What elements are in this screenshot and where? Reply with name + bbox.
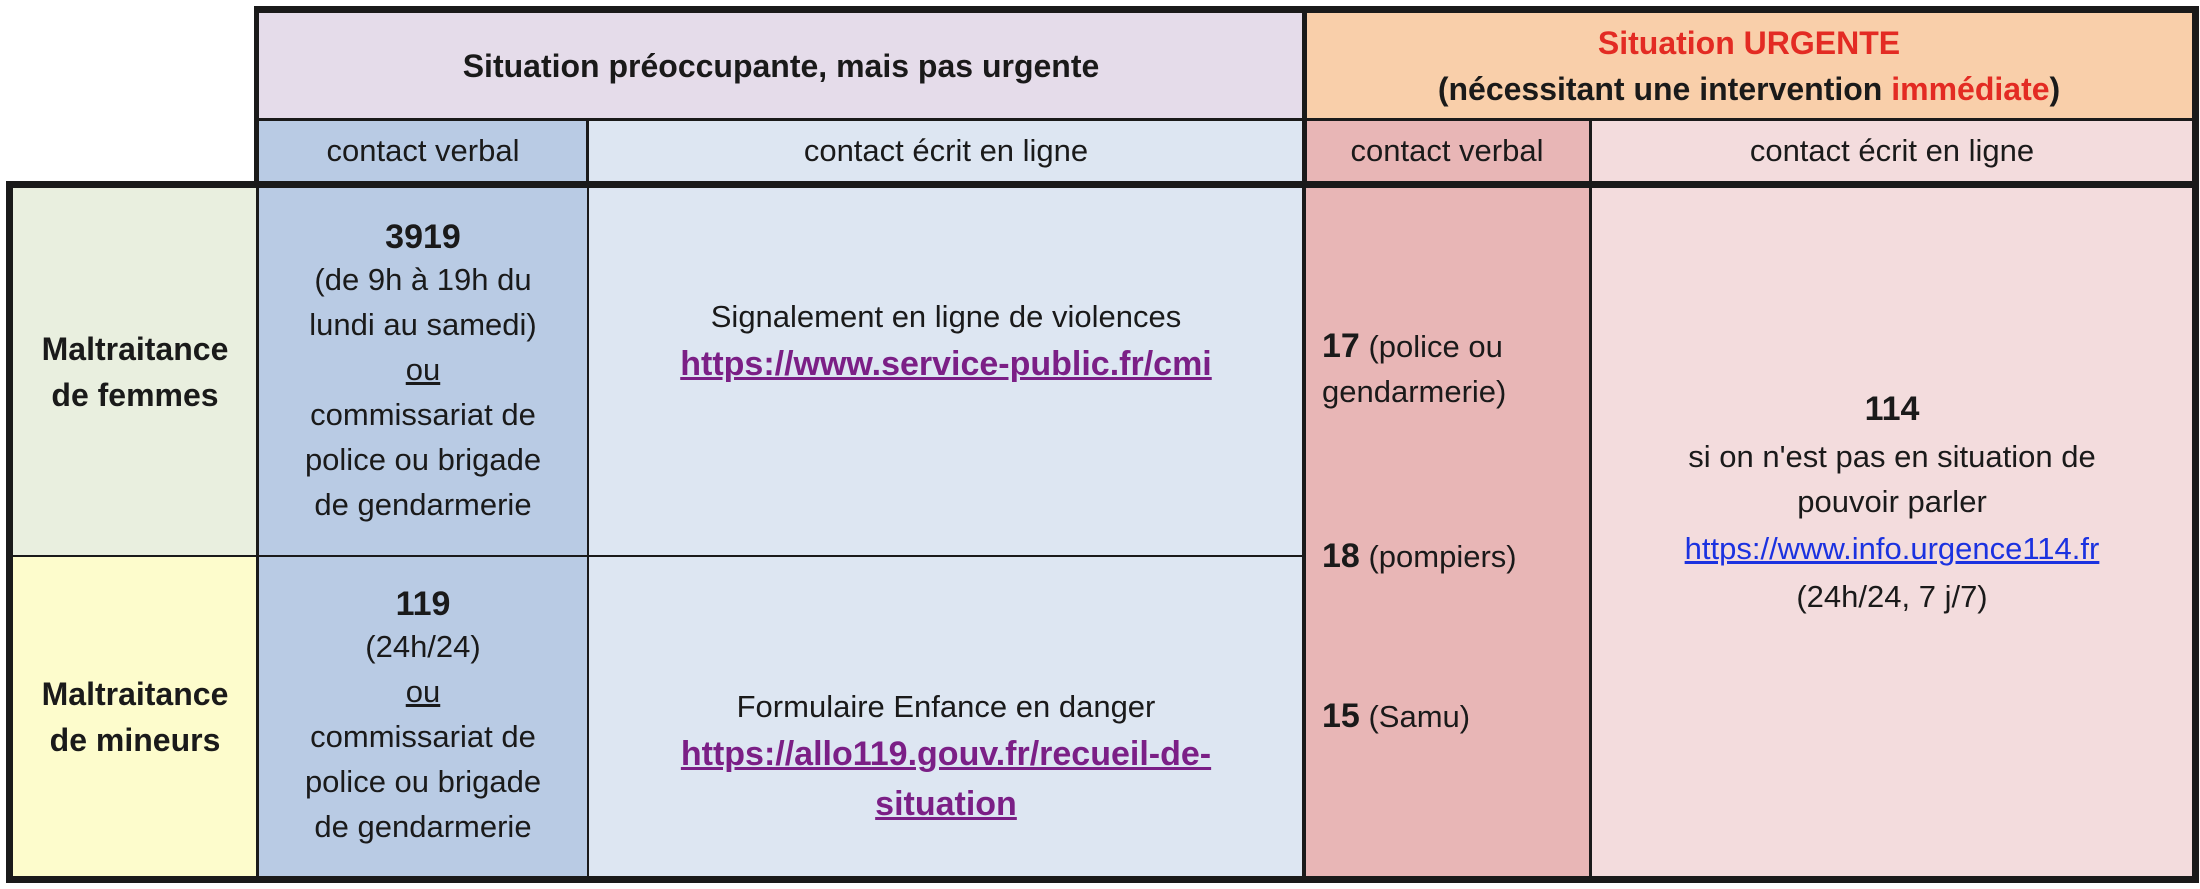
femmes-number: 3919 [385,217,461,256]
urgent-15: 15 (Samu) [1322,697,1471,735]
urgent-17: 17 (police ou gendarmerie) [1322,327,1507,409]
col-header-verbal-nonurgent: contact verbal [258,120,588,182]
border-right [2192,6,2199,883]
header-nonurgent [258,12,1304,120]
border-subheader-1 [586,120,589,184]
border-subheader-2 [1589,120,1592,184]
femmes-online-label: Signalement en ligne de violences [710,299,1182,334]
urgent-18: 18 (pompiers) [1322,537,1517,575]
femmes-ecrit [588,188,1304,556]
border-body-col4 [1589,188,1592,878]
mineurs-online-link[interactable]: https://allo119.gouv.fr/recueil-de- situation [680,735,1212,823]
border-top [254,6,2198,13]
border-body-col1 [256,188,259,878]
mineurs-verbal: 119 (24h/24) ou commissariat de police ou brigade de gendarmerie [258,556,588,877]
mineurs-number: 119 [395,584,451,623]
urgent-ecrit: 114 si on n'est pas en situation de pouvoir parler https://www.info.urgence114.fr (24h/24, 7 j/7) [1590,188,2194,877]
mineurs-ecrit [588,556,1304,877]
border-header-row-sep [256,118,2196,121]
row-label-mineurs: Maltraitance de mineurs [12,556,258,877]
header-urgent [1304,12,2194,120]
urgent-verbal [1304,188,1590,877]
col-header-verbal-urgent: contact verbal [1304,120,1590,182]
border-header-mid [1302,6,1307,188]
border-bottom [6,876,2198,883]
border-body-col3 [1302,188,1306,878]
urgent-114-link[interactable]: https://www.info.urgence114.fr [1684,531,2100,566]
border-body-col2 [587,188,589,878]
border-row-sep [12,555,1304,557]
row-label-femmes: Maltraitance de femmes [12,188,258,556]
col-header-ecrit-nonurgent: contact écrit en ligne [588,120,1304,182]
header-urgent-title: Situation URGENTE [1597,25,1901,61]
header-urgent-subtitle: (nécessitant une intervention immédiate) [1437,71,2061,107]
col-header-ecrit-urgent: contact écrit en ligne [1590,120,2194,182]
border-left [6,181,13,883]
border-header-left [254,6,259,188]
urgent-114-number: 114 [1864,390,1920,428]
femmes-online-link[interactable]: https://www.service-public.fr/cmi [680,345,1212,383]
border-header-bottom [6,181,2198,188]
femmes-verbal: 3919 (de 9h à 19h du lundi au samedi) ou commissariat de police ou brigade de gendarmerie [258,188,588,556]
header-nonurgent-title: Situation préoccupante, mais pas urgente [462,48,1100,84]
mineurs-online-label: Formulaire Enfance en danger [736,689,1156,724]
